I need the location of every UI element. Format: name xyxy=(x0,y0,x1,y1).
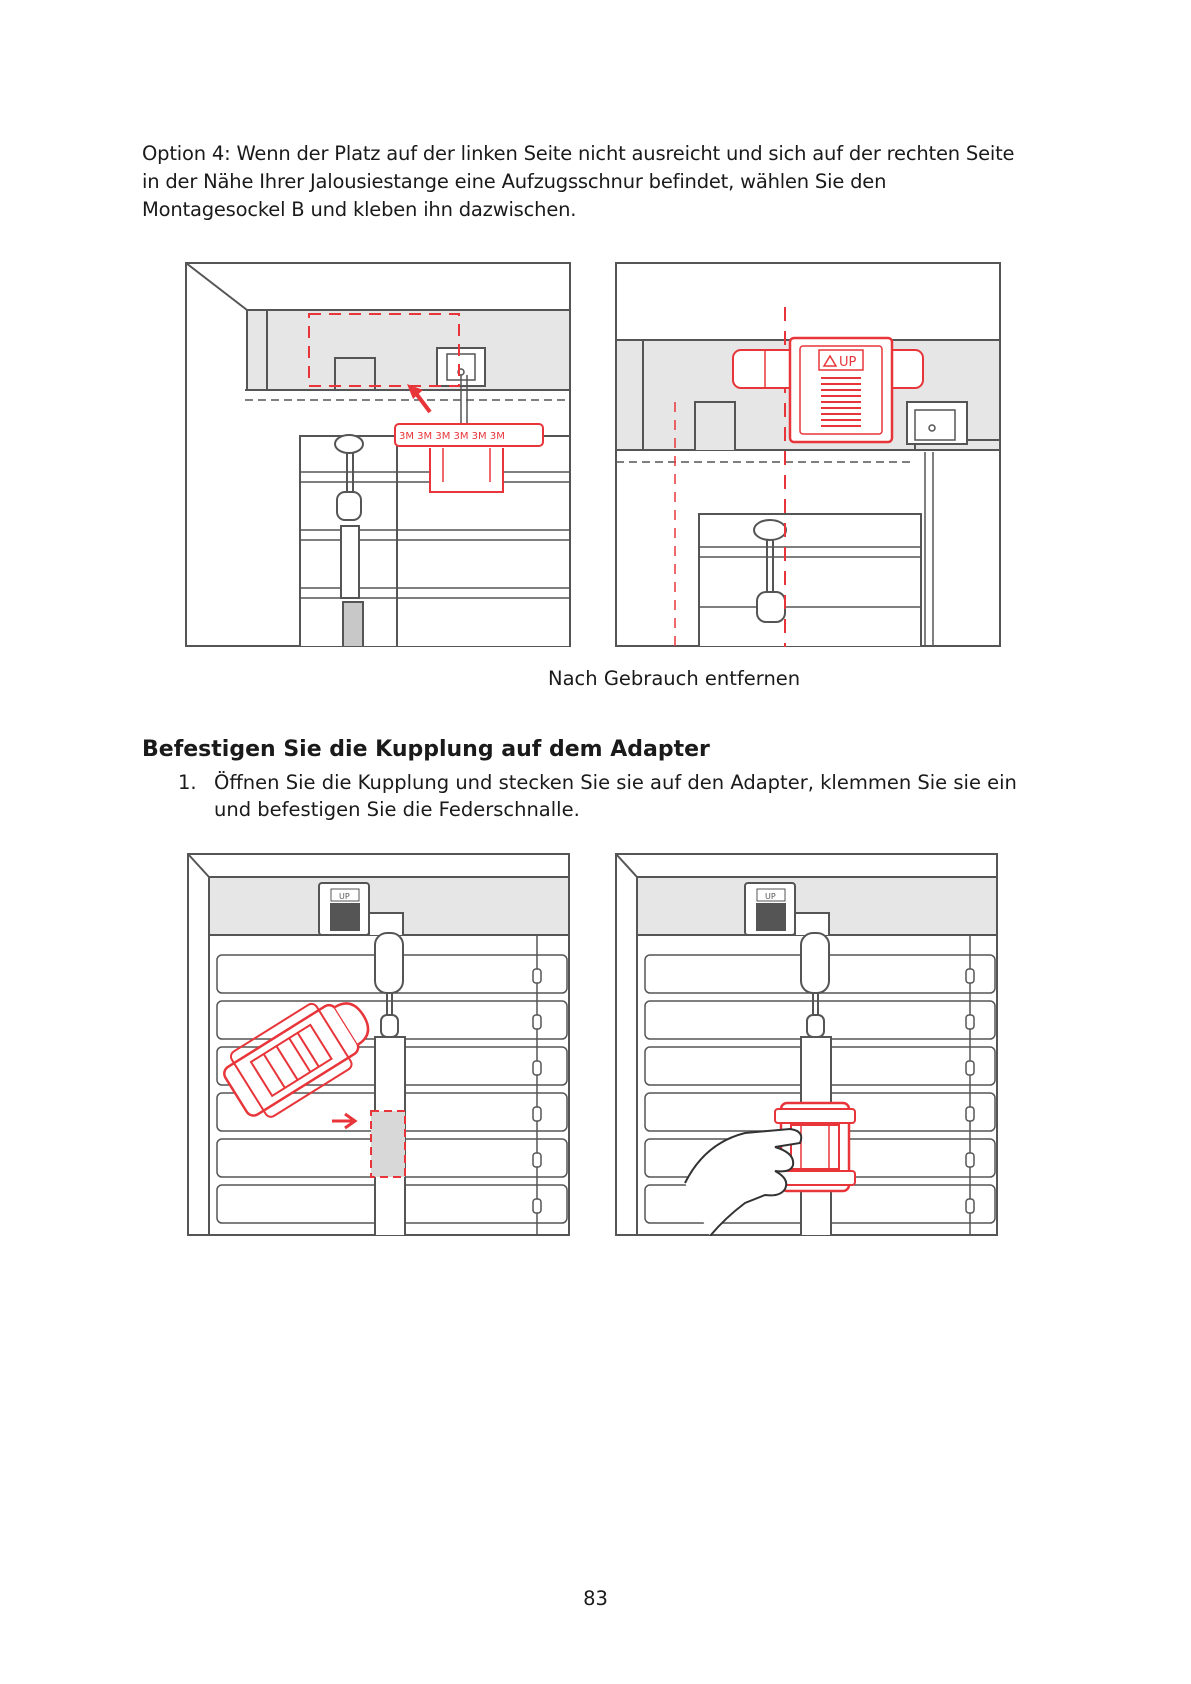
coupling-illustration-left xyxy=(187,853,570,1236)
section-heading: Befestigen Sie die Kupplung auf dem Adapter xyxy=(142,737,710,762)
up-label: UP xyxy=(839,355,857,370)
step-number: 1. xyxy=(178,771,197,794)
intro-line-1: Option 4: Wenn der Platz auf der linken Seite nicht ausreicht und sich auf der rechten Seite xyxy=(142,142,1015,165)
mounting-base-illustration-right xyxy=(615,262,1001,647)
3m-tape-label: 3M 3M 3M 3M 3M 3M xyxy=(399,431,505,442)
coupling-illustration-right xyxy=(615,853,998,1236)
up-label-small-2: UP xyxy=(765,892,776,901)
figure-caption: Nach Gebrauch entfernen xyxy=(548,667,801,690)
up-label-small: UP xyxy=(339,892,350,901)
intro-line-3: Montagesockel B und kleben ihn dazwischen. xyxy=(142,198,577,221)
intro-line-2: in der Nähe Ihrer Jalousiestange eine Aufzugsschnur befindet, wählen Sie den xyxy=(142,170,887,193)
coupling-closed xyxy=(775,1103,855,1191)
intro-paragraph xyxy=(142,140,1072,224)
step-line-2: und befestigen Sie die Federschnalle. xyxy=(214,798,580,821)
page-number: 83 xyxy=(583,1587,608,1610)
mounting-base-illustration-left xyxy=(185,262,571,647)
step-line-1: Öffnen Sie die Kupplung und stecken Sie sie auf den Adapter, klemmen Sie sie ein xyxy=(214,771,1017,794)
